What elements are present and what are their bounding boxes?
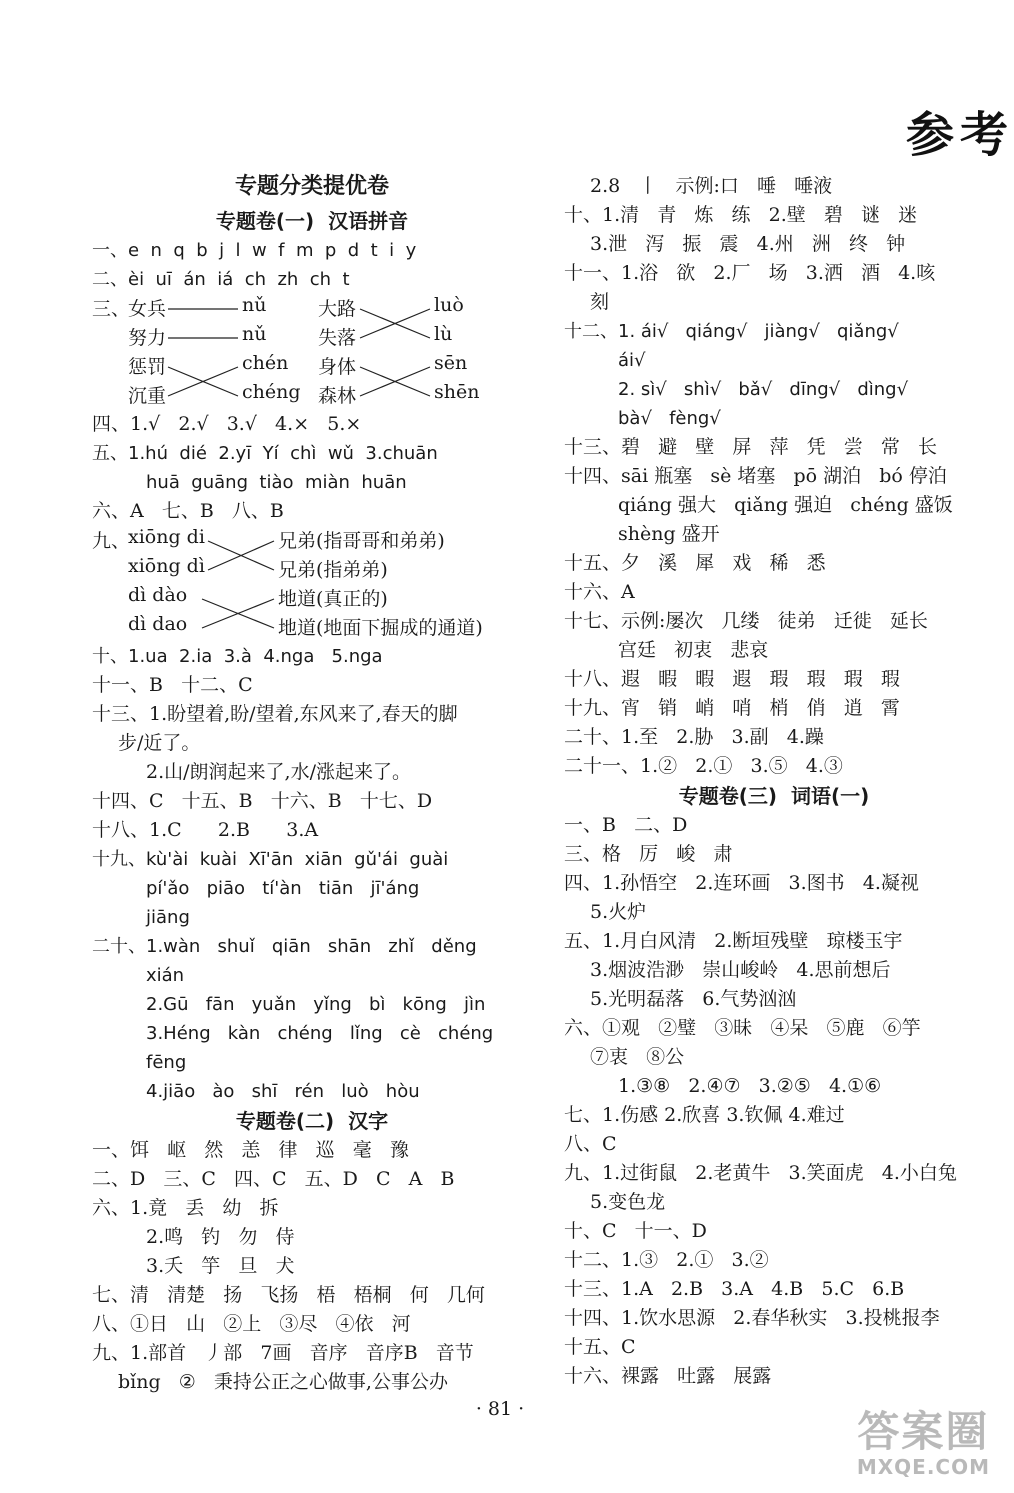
watermark-text: 答案圈 (857, 1407, 990, 1456)
match-word: 失落 (318, 327, 357, 349)
matching-exercise-9b (92, 584, 532, 642)
answer-line: 二十、1.至 2.胁 3.副 4.躁 (564, 726, 824, 748)
answer-line: 2.Gū fān yuǎn yǐng bì kōng jìn (146, 994, 486, 1015)
match-pinyin: chén (242, 352, 289, 374)
answer-line: 四、1.孙悟空 2.连环画 3.图书 4.凝视 (564, 872, 919, 894)
answer-line: 5.光明磊落 6.气势汹汹 (590, 988, 797, 1010)
match-pinyin: dì dao (128, 613, 188, 635)
answer-line: 宫廷 初衷 悲哀 (618, 639, 769, 661)
section-title-hanzi: 专题卷(二) 汉字 (235, 1109, 389, 1133)
watermark-url: MXQE.COM (856, 1455, 990, 1479)
answer-line: 八、①日 山 ②上 ③尽 ④依 河 (92, 1313, 411, 1335)
answer-line: 十四、C 十五、B 十六、B 十七、D (92, 790, 433, 812)
matching-exercise-3b (92, 352, 532, 410)
answer-line: 七、清 清楚 扬 飞扬 梧 梧桐 何 几何 (92, 1284, 485, 1306)
answer-line: ái√ (618, 350, 646, 371)
answer-line: 3.Héng kàn chéng lǐng cè chéng (146, 1023, 494, 1044)
answer-line: huā guāng tiào miàn huān (146, 472, 407, 493)
section-title-pinyin: 专题卷(一) 汉语拼音 (215, 209, 409, 233)
item-number: 九、 (92, 530, 131, 552)
answer-line: xián (146, 965, 185, 986)
answer-line: 十三、1.A 2.B 3.A 4.B 5.C 6.B (564, 1278, 905, 1300)
match-meaning: 地道(地面下掘成的通道) (278, 617, 483, 639)
match-pinyin: chéng (242, 381, 301, 403)
match-pinyin: luò (434, 294, 464, 316)
match-lines (92, 526, 532, 584)
answer-line: 2.山/朗润起来了,水/涨起来了。 (146, 761, 411, 783)
answer-line: 八、C (564, 1133, 617, 1155)
answer-line: 一、饵 岖 然 恙 律 巡 毫 豫 (92, 1139, 409, 1161)
answer-line: 1.③⑧ 2.④⑦ 3.②⑤ 4.①⑥ (618, 1075, 882, 1097)
match-pinyin: shēn (434, 381, 480, 403)
watermark-logo (857, 1409, 990, 1479)
answer-line: 二、D 三、C 四、C 五、D C A B (92, 1168, 455, 1190)
answer-line: 2.鸣 钓 勿 侍 (146, 1226, 295, 1248)
answer-line: 十一、B 十二、C (92, 674, 253, 696)
match-lines (92, 584, 532, 642)
match-lines (92, 352, 532, 410)
match-pinyin: dì dào (128, 584, 188, 606)
answer-line: jiāng (146, 907, 190, 928)
match-pinyin: nǔ (242, 294, 267, 316)
answer-line: 3.泄 泻 振 震 4.州 洲 终 钟 (590, 233, 906, 255)
answer-line: 二十一、1.② 2.① 3.⑤ 4.③ (564, 755, 843, 777)
matching-exercise-9a (92, 526, 532, 584)
answer-line: 二十、1.wàn shuǐ qiān shān zhǐ děng (92, 936, 477, 957)
answer-line: 十四、sāi 瓶塞 sè 堵塞 pō 湖泊 bó 停泊 (564, 465, 947, 487)
answer-line: pí'ǎo piāo tí'àn tiān jī'áng (146, 878, 420, 899)
answer-line: 十九、宵 销 峭 哨 梢 俏 逍 霄 (564, 697, 900, 719)
answer-line: 五、1.月白风清 2.断垣残壁 琼楼玉宇 (564, 930, 903, 952)
answer-line: 十五、夕 溪 犀 戏 稀 悉 (564, 552, 826, 574)
answer-line: 一、B 二、D (564, 814, 688, 836)
answer-line: 五、1.hú dié 2.yī Yí chì wǔ 3.chuān (92, 443, 438, 464)
answer-line: 4.jiāo ào shī rén luò hòu (146, 1081, 420, 1102)
answer-line: 十三、碧 避 壁 屏 萍 凭 尝 常 长 (564, 436, 937, 458)
answer-line: 十一、1.浴 欲 2.厂 场 3.洒 酒 4.咳 (564, 262, 936, 284)
answer-line: 一、e n q b j l w f m p d t i y (92, 240, 417, 261)
answer-line: 5.变色龙 (590, 1191, 666, 1213)
match-pinyin: sēn (434, 352, 468, 374)
answer-line: 十六、A (564, 581, 635, 603)
match-word: 森林 (318, 385, 357, 407)
answer-line: ⑦衷 ⑧公 (590, 1046, 685, 1068)
item-number: 三、 (92, 298, 131, 320)
answer-line: 二、èi uī án iá ch zh ch t (92, 269, 350, 290)
match-word: 身体 (318, 356, 357, 378)
match-pinyin: lù (434, 323, 453, 345)
section-title-ciyu: 专题卷(三) 词语(一) (678, 784, 870, 808)
match-lines (92, 294, 532, 352)
match-word: 沉重 (128, 385, 167, 407)
right-column (564, 172, 984, 1391)
answer-line: bà√ fèng√ (618, 408, 721, 429)
answer-line: 七、1.伤感 2.欣喜 3.钦佩 4.难过 (564, 1104, 845, 1126)
answer-line: qiáng 强大 qiǎng 强迫 chéng 盛饭 (618, 494, 953, 516)
answer-line: 刻 (590, 291, 610, 313)
answer-line: fēng (146, 1052, 187, 1073)
answer-line: 三、格 厉 峻 肃 (564, 843, 733, 865)
answer-line: 十六、裸露 吐露 展露 (564, 1365, 772, 1387)
answer-line: shèng 盛开 (618, 523, 720, 545)
match-pinyin: nǔ (242, 323, 267, 345)
match-word: 努力 (128, 327, 167, 349)
answer-line: 3.烟波浩渺 崇山峻岭 4.思前想后 (590, 959, 891, 981)
answer-line: 十、1.清 青 炼 练 2.壁 碧 谜 迷 (564, 204, 918, 226)
answer-line: 3.夭 竽 旦 犬 (146, 1255, 295, 1277)
main-title: 专题分类提优卷 (234, 174, 389, 199)
left-column (92, 170, 532, 1397)
answer-line: 九、1.部首 丿部 7画 音序 音序B 音节 (92, 1342, 474, 1364)
answer-line: 十二、1.③ 2.① 3.② (564, 1249, 769, 1271)
answer-line: 十四、1.饮水思源 2.春华秋实 3.投桃报李 (564, 1307, 940, 1329)
answer-line: 十三、1.盼望着,盼/望着,东风来了,春天的脚 (92, 703, 458, 725)
answer-line: 十八、遐 暇 暇 遐 瑕 瑕 瑕 瑕 (564, 668, 900, 690)
answer-line: 十、1.ua 2.ia 3.à 4.nga 5.nga (92, 646, 383, 667)
answer-line: 六、A 七、B 八、B (92, 500, 284, 522)
match-pinyin: xiōng di (128, 526, 205, 548)
match-word: 女兵 (128, 298, 167, 320)
corner-title: 参考 (905, 107, 1014, 163)
answer-line: 九、1.过街鼠 2.老黄牛 3.笑面虎 4.小白兔 (564, 1162, 957, 1184)
answer-line: 十二、1. ái√ qiáng√ jiàng√ qiǎng√ (564, 321, 899, 342)
answer-line: 十五、C (564, 1336, 636, 1358)
answer-line: 四、1.√ 2.√ 3.√ 4.× 5.× (92, 413, 362, 435)
answer-line: bǐng ② 秉持公正之心做事,公事公办 (118, 1371, 448, 1393)
match-word: 大路 (318, 298, 357, 320)
answer-line: 十、C 十一、D (564, 1220, 707, 1242)
answer-line: 六、1.竟 丢 幼 拆 (92, 1197, 279, 1219)
answer-line: 六、①观 ②璧 ③昧 ④呆 ⑤鹿 ⑥竽 (564, 1017, 921, 1039)
match-meaning: 地道(真正的) (278, 588, 388, 610)
answer-line: 2. sì√ shì√ bǎ√ dīng√ dìng√ (618, 379, 909, 400)
answer-line: 十八、1.C 2.B 3.A (92, 819, 319, 841)
match-meaning: 兄弟(指哥哥和弟弟) (278, 530, 445, 552)
page-number: · 81 · (475, 1398, 525, 1420)
matching-exercise-3a (92, 294, 532, 352)
match-word: 惩罚 (128, 356, 167, 378)
answer-line: 步/近了。 (118, 732, 201, 754)
answer-line: 5.火炉 (590, 901, 647, 923)
answer-line: 2.8 丨 示例:口 唾 唾液 (590, 175, 833, 197)
match-pinyin: xiōng dì (128, 555, 205, 577)
match-meaning: 兄弟(指弟弟) (278, 559, 388, 581)
answer-line: 十七、示例:屡次 几缕 徒弟 迁徙 延长 (564, 610, 928, 632)
answer-line: 十九、kù'ài kuài Xī'ān xiān gǔ'ái guài (92, 849, 449, 870)
